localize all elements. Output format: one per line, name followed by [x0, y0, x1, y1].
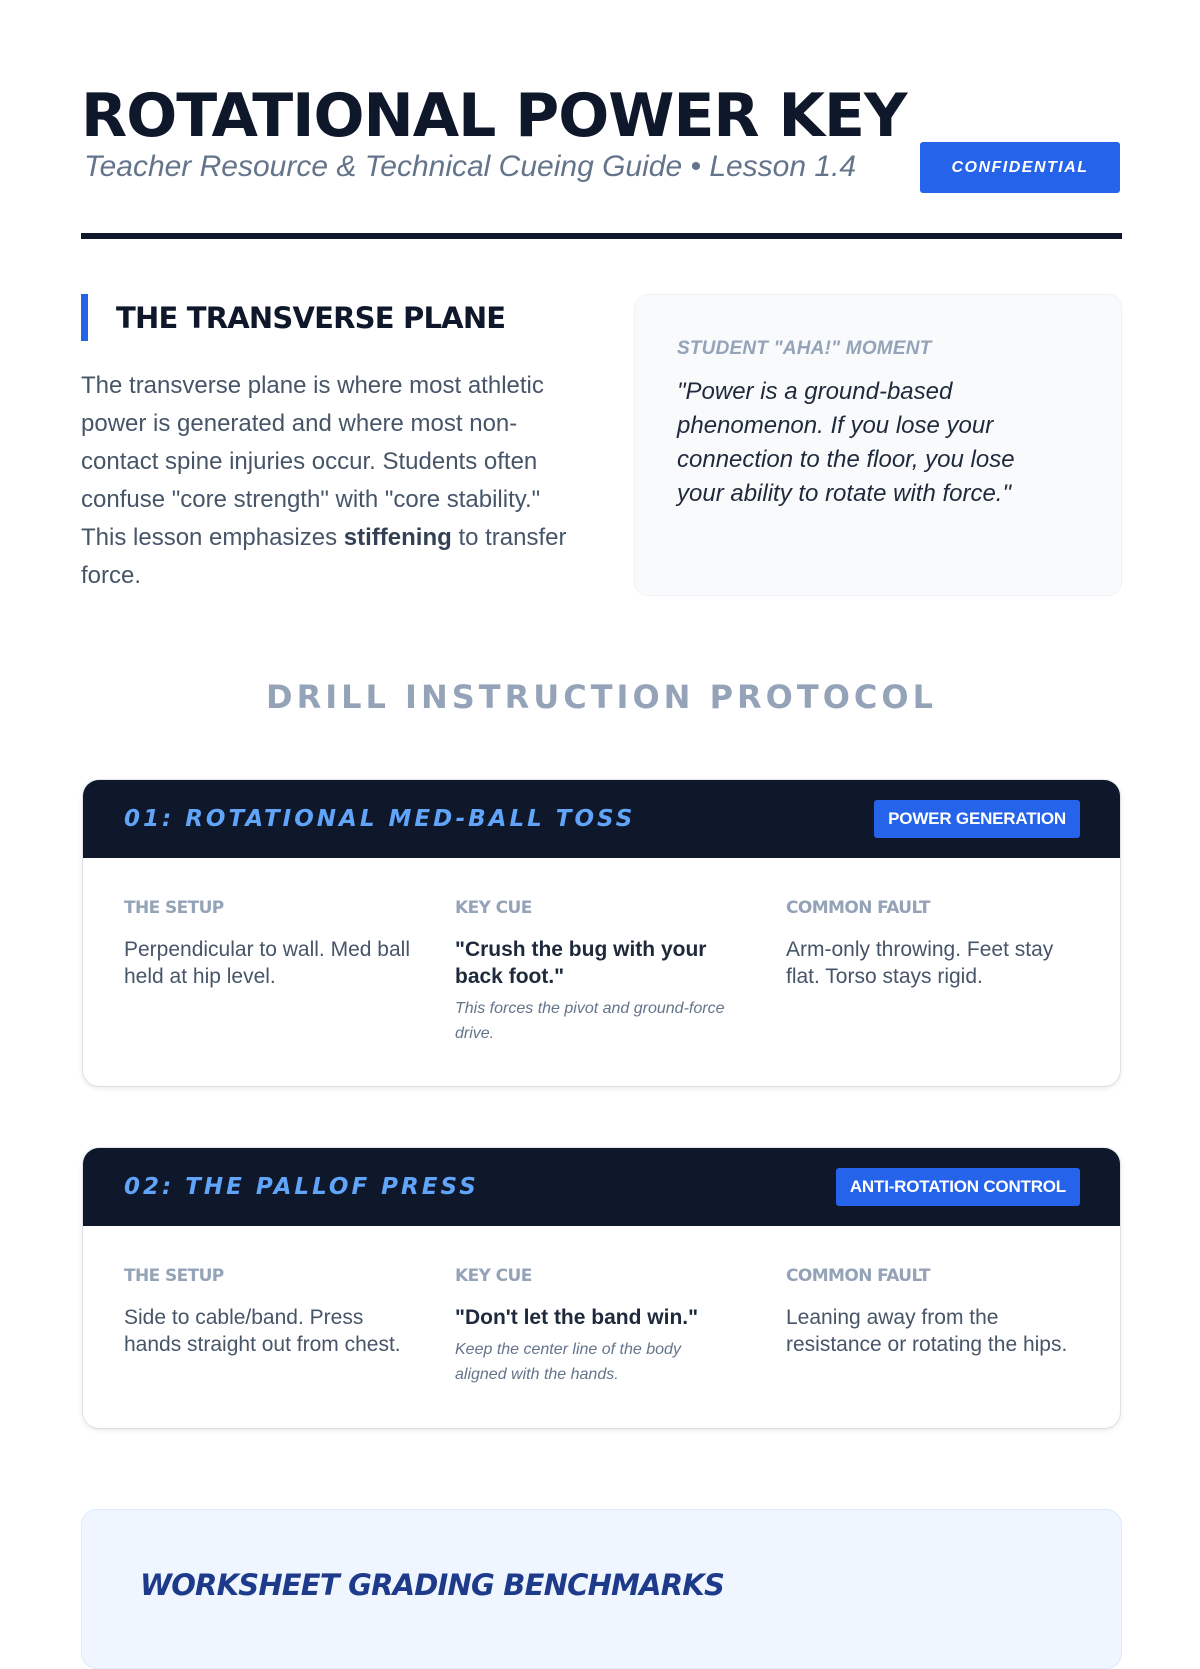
cue-text: "Crush the bug with your back foot." — [455, 938, 707, 988]
fault-label: COMMON FAULT — [786, 1266, 930, 1286]
worksheet-title: WORKSHEET GRADING BENCHMARKS — [140, 1568, 725, 1602]
intro-paragraph — [81, 367, 591, 595]
section-heading-text: THE TRANSVERSE PLANE — [116, 300, 506, 335]
cue-label: KEY CUE — [455, 1266, 532, 1286]
section-heading-transverse-plane — [81, 294, 505, 341]
cue-label: KEY CUE — [455, 898, 532, 918]
drill-cue-column — [455, 898, 755, 1046]
drill-card — [83, 1148, 1120, 1428]
page-subtitle: Teacher Resource & Technical Cueing Guide • Lesson 1.4 — [84, 150, 857, 183]
fault-text: Leaning away from the resistance or rotating the hips. — [786, 1306, 1068, 1356]
drill-title: 01: ROTATIONAL MED-BALL TOSS — [124, 806, 636, 832]
cue-note: Keep the center line of the body aligned with the hands. — [455, 1341, 681, 1383]
drill-fault-column — [786, 1266, 1086, 1358]
page-title: ROTATIONAL POWER KEY — [81, 81, 907, 151]
drill-category-tag: POWER GENERATION — [874, 800, 1080, 838]
setup-label: THE SETUP — [124, 1266, 224, 1286]
aha-moment-card — [634, 294, 1122, 596]
intro-text-part-2: to transfer force. — [81, 524, 567, 589]
header-divider — [81, 233, 1122, 239]
setup-text: Perpendicular to wall. Med ball held at hip level. — [124, 938, 410, 988]
setup-label: THE SETUP — [124, 898, 224, 918]
drill-header — [83, 780, 1120, 858]
drill-setup-column — [124, 1266, 424, 1358]
drill-card — [83, 780, 1120, 1086]
aha-moment-quote: "Power is a ground-based phenomenon. If you lose your connection to the floor, you lose your ability to rotate with force." — [677, 378, 1015, 507]
worksheet-benchmarks-panel — [81, 1509, 1122, 1669]
intro-text-part-1: The transverse plane is where most athletic power is generated and where most non-contact spine injuries occur. Students often confuse "core strength" with "core stability." This lesson emphasizes — [81, 372, 544, 551]
drill-setup-column — [124, 898, 424, 990]
protocol-title: DRILL INSTRUCTION PROTOCOL — [266, 678, 937, 716]
drill-title: 02: THE PALLOF PRESS — [124, 1174, 479, 1200]
drill-fault-column — [786, 898, 1086, 990]
aha-moment-label: STUDENT "AHA!" MOMENT — [677, 338, 932, 359]
setup-text: Side to cable/band. Press hands straight out from chest. — [124, 1306, 401, 1356]
fault-label: COMMON FAULT — [786, 898, 930, 918]
intro-text-emphasis: stiffening — [343, 524, 452, 551]
drill-category-tag: ANTI-ROTATION CONTROL — [836, 1168, 1080, 1206]
cue-text: "Don't let the band win." — [455, 1306, 699, 1329]
drill-cue-column — [455, 1266, 755, 1387]
drill-header — [83, 1148, 1120, 1226]
cue-note: This forces the pivot and ground-force drive. — [455, 1000, 725, 1042]
confidential-badge: CONFIDENTIAL — [920, 142, 1120, 193]
fault-text: Arm-only throwing. Feet stay flat. Torso stays rigid. — [786, 938, 1054, 988]
